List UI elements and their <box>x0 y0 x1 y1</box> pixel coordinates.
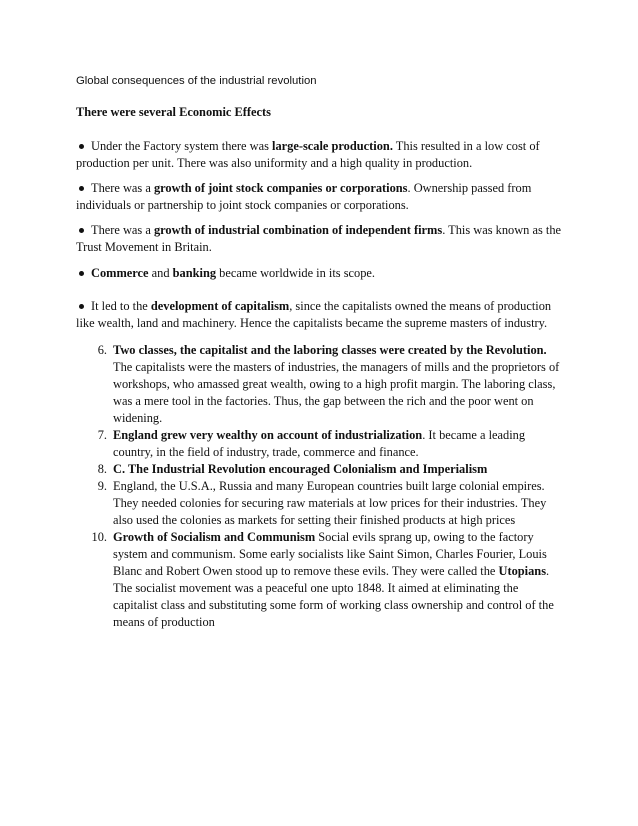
bullet-icon <box>79 186 84 191</box>
bullet-paragraph: Under the Factory system there was large-scale production. This resulted in a low cost of production per unit. There was also uniformity and a high quality in production. <box>76 139 540 170</box>
bullet-paragraph: Commerce and banking became worldwide in its scope. <box>76 265 568 282</box>
bullet-icon <box>79 144 84 149</box>
list-item: 6. Two classes, the capitalist and the laboring classes were created by the Revolution. The capitalists were the masters of industries, the managers of mills and the proprietors of workshops, who amassed great wealth, owing to a high profit margin. The laboring class, was a mere tool in the factories. Thus, the gap between the rich and the poor went on widening. <box>97 343 560 425</box>
list-item: 7. England grew very wealthy on account of industrialization. It became a leading country, in the field of industry, trade, commerce and finance. <box>97 428 526 459</box>
bullet-icon <box>79 271 84 276</box>
document-title: Global consequences of the industrial revolution <box>76 75 317 87</box>
bullet-paragraph: There was a growth of industrial combination of independent firms. This was known as the Trust Movement in Britain. <box>76 223 562 254</box>
bullet-paragraph: It led to the development of capitalism, since the capitalists owned the means of production like wealth, land and machinery. Hence the capitalists became the supreme masters of industry. <box>76 299 552 330</box>
section-heading: There were several Economic Effects <box>76 105 271 119</box>
list-item: 8. C. The Industrial Revolution encouraged Colonialism and Imperialism <box>97 462 488 476</box>
list-item: 10. Growth of Socialism and Communism Social evils sprang up, owing to the factory system and communism. Some early socialists like Saint Simon, Charles Fourier, Louis Blanc and Robert Owen stood up to remove these evils. They were called the Utopians. The socialist movement was a peaceful one upto 1848. It aimed at eliminating the capitalist class and substituting some form of working class ownership and control of the means of production <box>91 530 554 629</box>
numbered-list <box>76 342 566 631</box>
bullet-icon <box>79 228 84 233</box>
list-item: 9. England, the U.S.A., Russia and many European countries built large colonial empires. They needed colonies for securing raw materials at low prices for their industries. They also used the colonies as markets for setting their finished products at high prices <box>97 479 547 527</box>
bullet-icon <box>79 304 84 309</box>
bullet-paragraph: There was a growth of joint stock companies or corporations. Ownership passed from individuals or partnership to joint stock companies or corporations. <box>76 181 532 212</box>
